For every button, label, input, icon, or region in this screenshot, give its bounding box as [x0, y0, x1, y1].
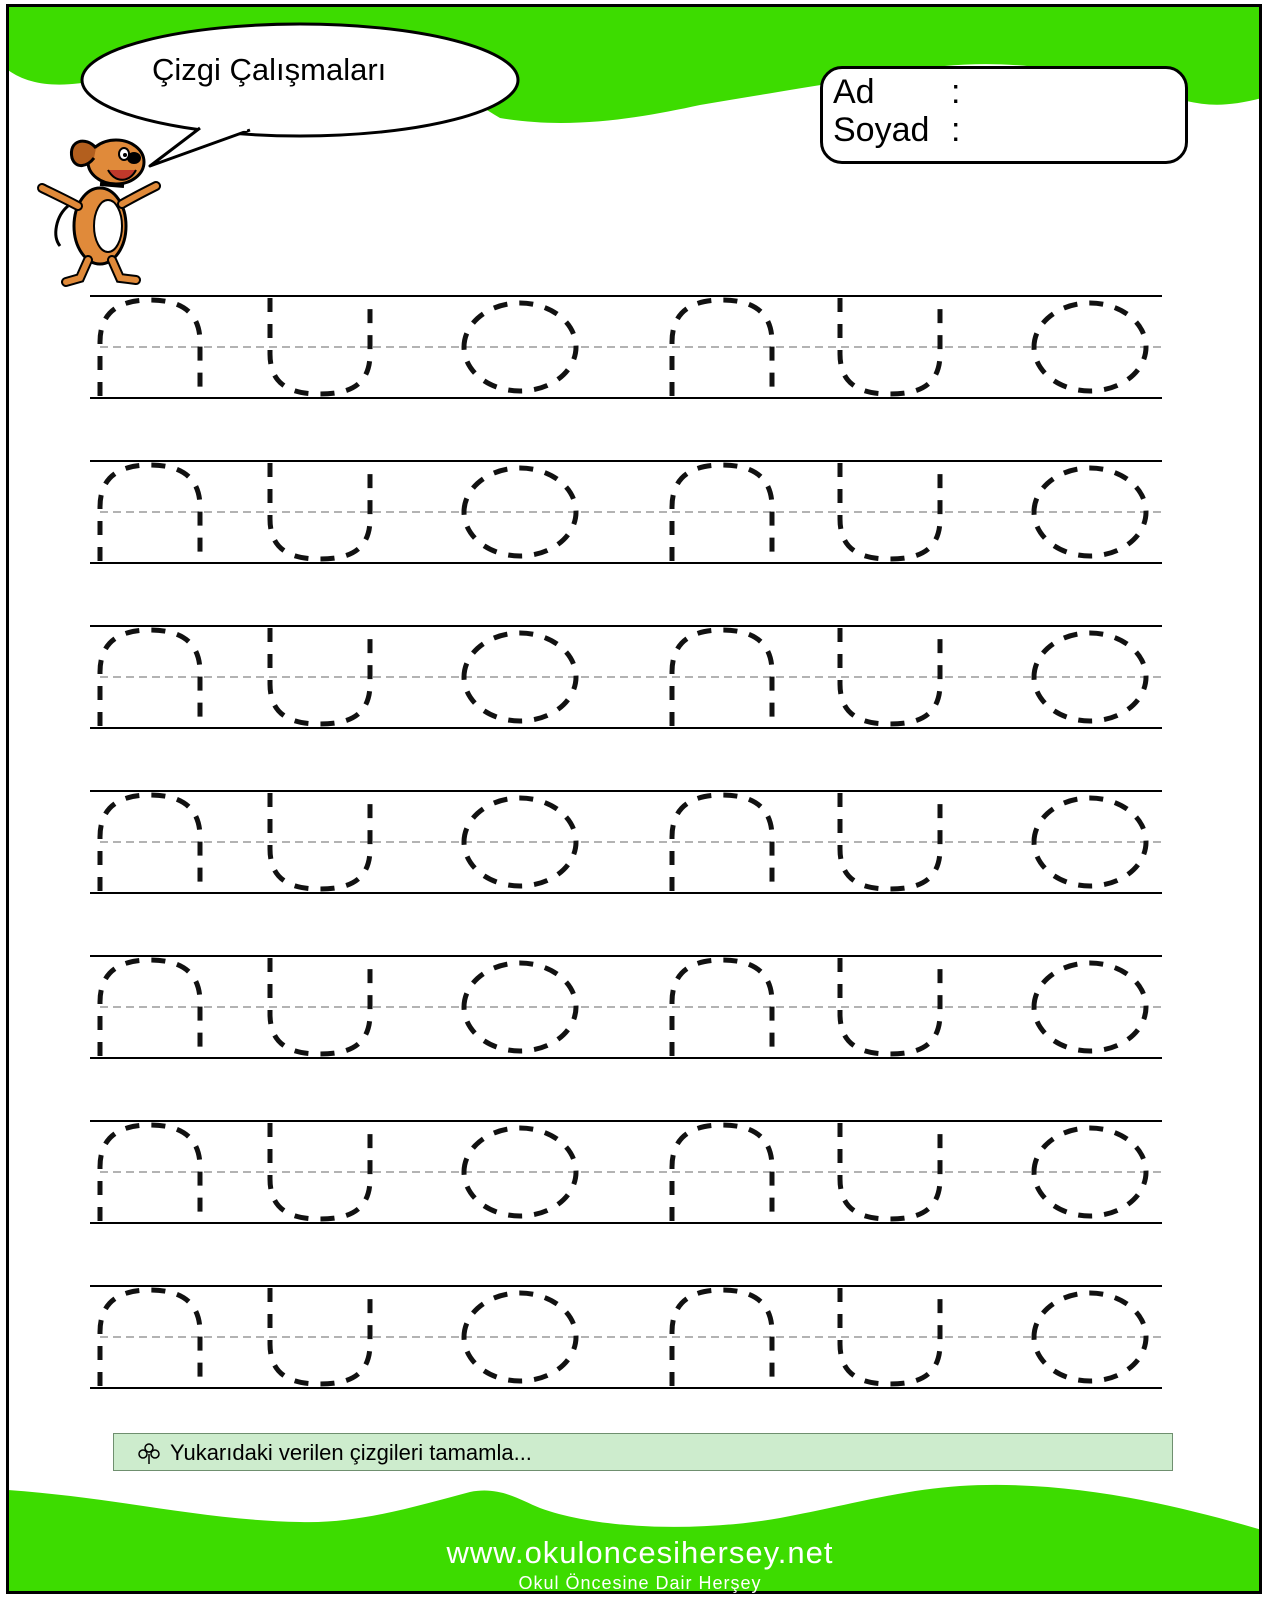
name-row — [833, 73, 960, 112]
page-frame — [6, 4, 1262, 1594]
name-separator: : — [951, 73, 961, 111]
page-title: Çizgi Çalışmaları — [152, 52, 387, 87]
clover-icon — [136, 1442, 162, 1466]
surname-label: Soyad — [833, 111, 930, 149]
instruction-bar — [113, 1433, 1173, 1471]
instruction-text: Yukarıdaki verilen çizgileri tamamla... — [170, 1440, 532, 1465]
name-label: Ad — [833, 73, 875, 111]
footer-tagline: Okul Öncesine Dair Herşey — [518, 1573, 762, 1593]
name-box — [820, 66, 1188, 164]
surname-separator: : — [951, 111, 961, 149]
surname-row — [833, 111, 960, 150]
footer-website[interactable]: www.okuloncesihersey.net — [446, 1535, 834, 1570]
